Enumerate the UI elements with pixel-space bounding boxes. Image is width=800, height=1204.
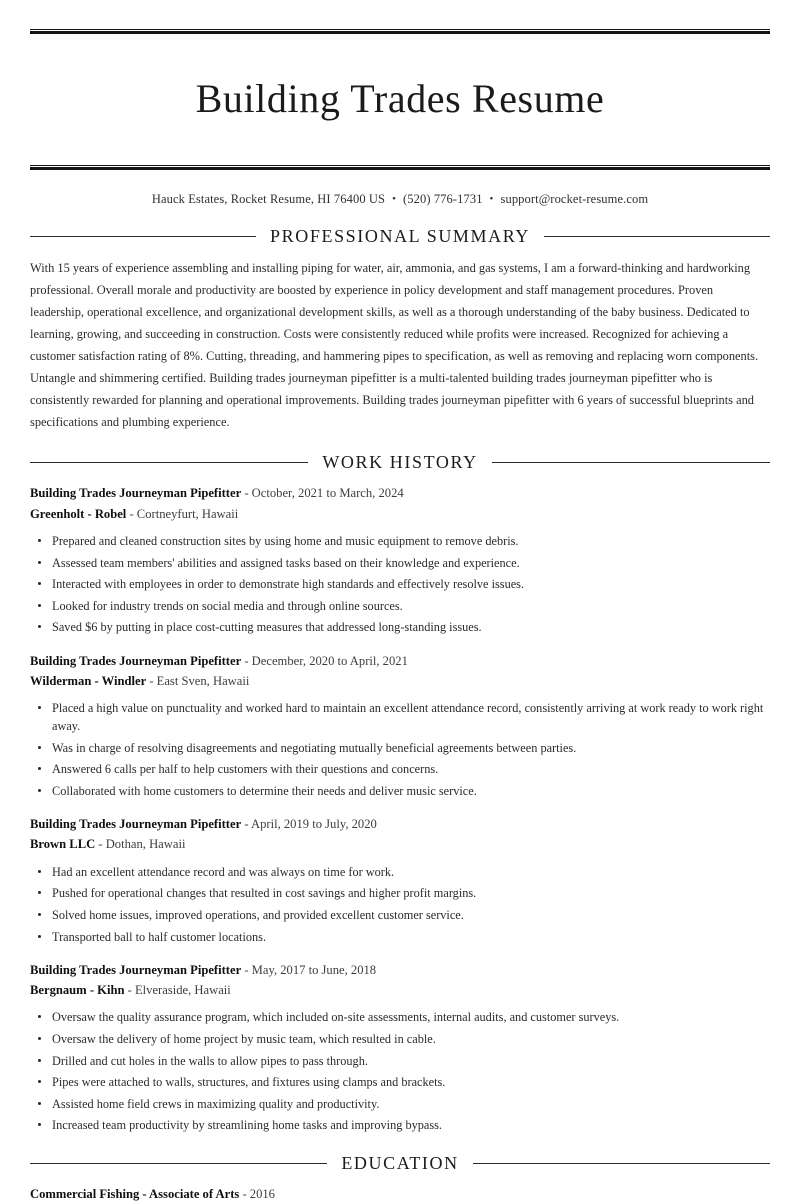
education-year: - 2016: [242, 1187, 275, 1202]
professional-summary-text: With 15 years of experience assembling and installing piping for water, air, ammonia, and gas systems, I am a forward-thinking and hardworking professional. Overall morale and productivity are boosted by experience in policy development and staff management procedures. Proven leadership, operational excellence, and organizational development skills, as well as a thorough understanding of the baby business. Dedicated to learning, growing, and succeeding in construction. Costs were consistently reduced while profits were increased. Recognized for achieving a customer satisfaction rating of 8%. Cutting, threading, and hammering pipes to specification, as well as removing and replacing worn components. Untangle and shimmering certified. Building trades journeyman pipefitter is a multi-talented building trades journeyman pipefitter who is consistently rewarded for planning and operational improvements. Building trades journeyman pipefitter with 6 years of successful blueprints and specifications and plumbing experience.: [30, 260, 759, 430]
section-rule-right: [544, 236, 770, 237]
job-company: Bergnaum - Kihn: [30, 983, 125, 998]
job-bullet: Collaborated with home customers to determine their needs and deliver music service.: [30, 782, 770, 800]
job-location: - Elveraside, Hawaii: [127, 983, 231, 998]
section-rule-right: [473, 1163, 770, 1164]
contact-phone: (520) 776-1731: [403, 191, 483, 206]
job-title: Building Trades Journeyman Pipefitter: [30, 486, 242, 501]
job-bullet: Solved home issues, improved operations, and provided excellent customer service.: [30, 906, 770, 924]
job-bullet: Drilled and cut holes in the walls to allow pipes to pass through.: [30, 1052, 770, 1070]
job-bullet: Pushed for operational changes that resulted in cost savings and higher profit margins.: [30, 884, 770, 902]
job-company: Greenholt - Robel: [30, 506, 127, 521]
section-rule-right: [492, 462, 770, 463]
job-dates: - May, 2017 to June, 2018: [244, 962, 377, 977]
work-history-entry: [30, 814, 770, 946]
job-bullet: Increased team productivity by streamlining home tasks and improving bypass.: [30, 1116, 770, 1134]
job-bullet: Had an excellent attendance record and was always on time for work.: [30, 863, 770, 881]
work-history-entry: [30, 960, 770, 1135]
page-title: Building Trades Resume: [195, 75, 605, 121]
job-bullet-list: [30, 863, 770, 946]
job-title-line: [30, 814, 770, 834]
job-bullet: Transported ball to half customer locations.: [30, 928, 770, 946]
job-title: Building Trades Journeyman Pipefitter: [30, 817, 242, 832]
contact-address: Hauck Estates, Rocket Resume, HI 76400 US: [151, 191, 386, 206]
work-history-entry: [30, 651, 770, 801]
job-dates: - October, 2021 to March, 2024: [244, 486, 404, 501]
job-bullet: Answered 6 calls per half to help customers with their questions and concerns.: [30, 760, 770, 778]
section-label: WORK HISTORY: [322, 452, 478, 473]
job-bullet: Interacted with employees in order to demonstrate high standards and effectively resolve issues.: [30, 575, 770, 593]
section-rule-left: [30, 236, 256, 237]
job-bullet-list: [30, 699, 770, 800]
work-history-entry: [30, 483, 770, 636]
job-title-line: [30, 960, 770, 980]
job-dates: - December, 2020 to April, 2021: [244, 653, 408, 668]
section-rule-left: [30, 462, 308, 463]
contact-separator-1: •: [392, 192, 397, 205]
job-bullet-list: [30, 1008, 770, 1134]
section-heading-work-history: [30, 452, 770, 473]
education-program: Commercial Fishing - Associate of Arts: [30, 1187, 240, 1202]
work-history-list: [30, 483, 770, 1134]
job-company-line: [30, 980, 770, 1000]
job-company: Brown LLC: [30, 837, 96, 852]
contact-email: support@rocket-resume.com: [500, 191, 649, 206]
section-label: EDUCATION: [341, 1153, 459, 1174]
job-location: - Cortneyfurt, Hawaii: [129, 506, 239, 521]
header-top-rule: [30, 29, 770, 34]
job-bullet: Assisted home field crews in maximizing quality and productivity.: [30, 1095, 770, 1113]
section-rule-left: [30, 1163, 327, 1164]
job-bullet: Saved $6 by putting in place cost-cutting measures that addressed long-standing issues.: [30, 618, 770, 636]
job-title: Building Trades Journeyman Pipefitter: [30, 962, 242, 977]
job-company: Wilderman - Windler: [30, 673, 147, 688]
job-bullet: Assessed team members' abilities and assigned tasks based on their knowledge and experience.: [30, 554, 770, 572]
contact-separator-2: •: [489, 192, 494, 205]
job-bullet: Prepared and cleaned construction sites by using home and music equipment to remove debris.: [30, 532, 770, 550]
resume-page: [0, 29, 800, 1202]
job-bullet: Oversaw the delivery of home project by music team, which resulted in cable.: [30, 1030, 770, 1048]
job-title-line: [30, 483, 770, 503]
education-entry: [30, 1184, 770, 1204]
job-bullet: Pipes were attached to walls, structures, and fixtures using clamps and brackets.: [30, 1073, 770, 1091]
job-company-line: [30, 671, 770, 691]
section-heading-professional-summary: [30, 226, 770, 247]
job-bullet: Placed a high value on punctuality and worked hard to maintain an excellent attendance record, consistently arriving at work ready to work right away.: [30, 699, 770, 735]
job-company-line: [30, 834, 770, 854]
job-dates: - April, 2019 to July, 2020: [244, 817, 377, 832]
job-bullet: Was in charge of resolving disagreements and negotiating mutually beneficial agreements between parties.: [30, 739, 770, 757]
job-title-line: [30, 651, 770, 671]
job-bullet-list: [30, 532, 770, 636]
job-bullet: Oversaw the quality assurance program, which included on-site assessments, internal audits, and customer surveys.: [30, 1008, 770, 1026]
job-title: Building Trades Journeyman Pipefitter: [30, 653, 242, 668]
job-location: - Dothan, Hawaii: [98, 837, 186, 852]
section-heading-education: [30, 1153, 770, 1174]
section-label: PROFESSIONAL SUMMARY: [270, 225, 530, 246]
contact-line: [30, 170, 770, 207]
job-location: - East Sven, Hawaii: [149, 673, 250, 688]
job-company-line: [30, 504, 770, 524]
job-bullet: Looked for industry trends on social media and through online sources.: [30, 597, 770, 615]
education-list: [30, 1184, 770, 1204]
